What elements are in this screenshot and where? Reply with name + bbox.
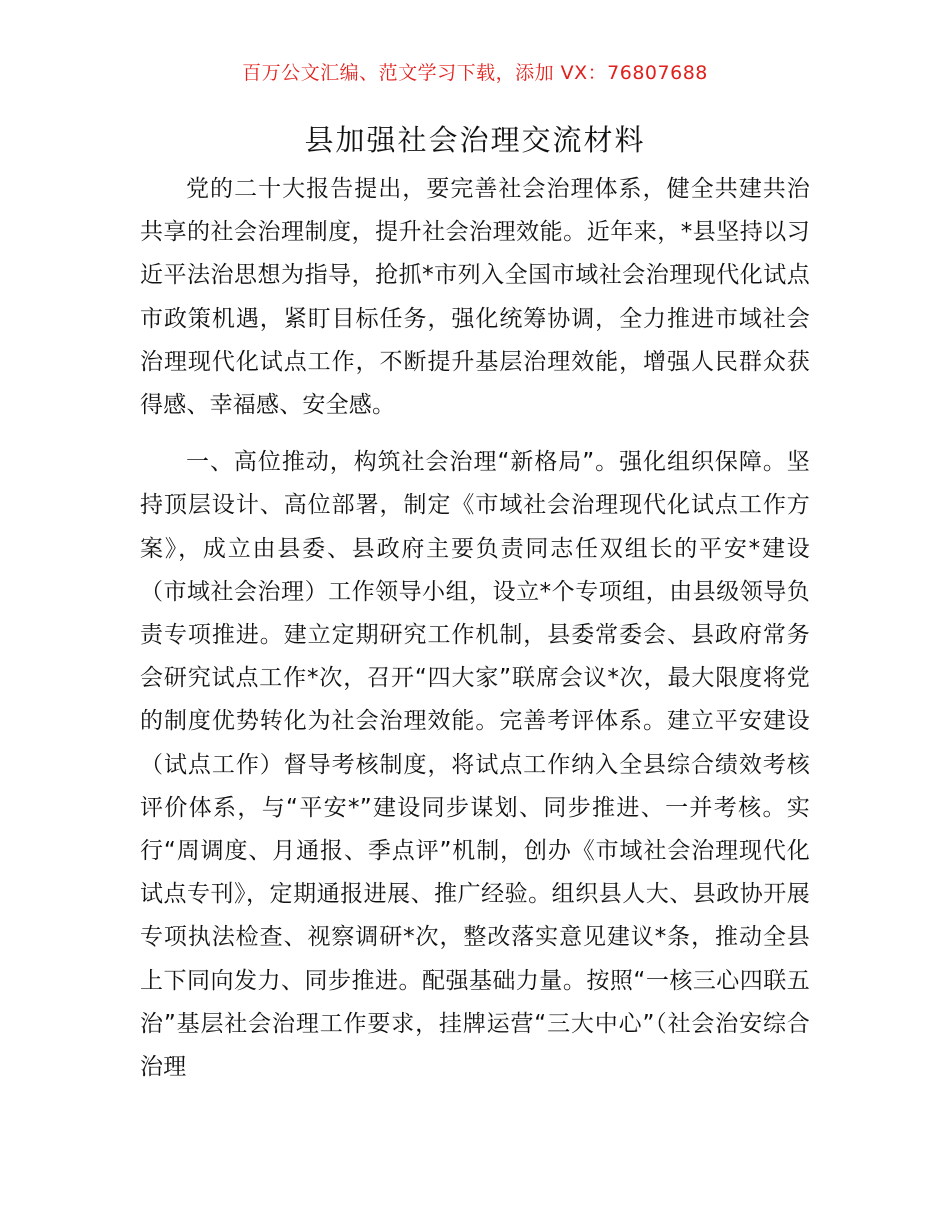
paragraph-intro: 党的二十大报告提出，要完善社会治理体系，健全共建共治共享的社会治理制度，提升社会治理效能。近年来，*县坚持以习近平法治思想为指导，抢抓*市列入全国市域社会治理现代化试点市政策机遇，紧盯目标任务，强化统筹协调，全力推进市域社会治理现代化试点工作，不断提升基层治理效能，增强人民群众获得感、幸福感、安全感。 [140,176,810,419]
header-note: 百万公文汇编、范文学习下载，添加 VX：76807688 [242,62,708,84]
document-body [140,168,810,1089]
document-title: 县加强社会治理交流材料 [304,123,646,157]
paragraph-section-one: 一、高位推动，构筑社会治理“新格局”。强化组织保障。坚持顶层设计、高位部署，制定《市域社会治理现代化试点工作方案》，成立由县委、县政府主要负责同志任双组长的平安*建设（市域社会治理）工作领导小组，设立*个专项组，由县级领导负责专项推进。建立定期研究工作机制，县委常委会、县政府常务会研究试点工作*次，召开“四大家”联席会议*次，最大限度将党的制度优势转化为社会治理效能。完善考评体系。建立平安建设（试点工作）督导考核制度，将试点工作纳入全县综合绩效考核评价体系，与“平安*”建设同步谋划、同步推进、一并考核。实行“周调度、月通报、季点评”机制，创办《市域社会治理现代化试点专刊》，定期通报进展、推广经验。组织县人大、县政协开展专项执法检查、视察调研*次，整改落实意见建议*条，推动全县上下同向发力、同步推进。配强基础力量。按照“一核三心四联五治”基层社会治理工作要求，挂牌运营“三大中心”（社会治安综合治理 [140,449,810,1081]
